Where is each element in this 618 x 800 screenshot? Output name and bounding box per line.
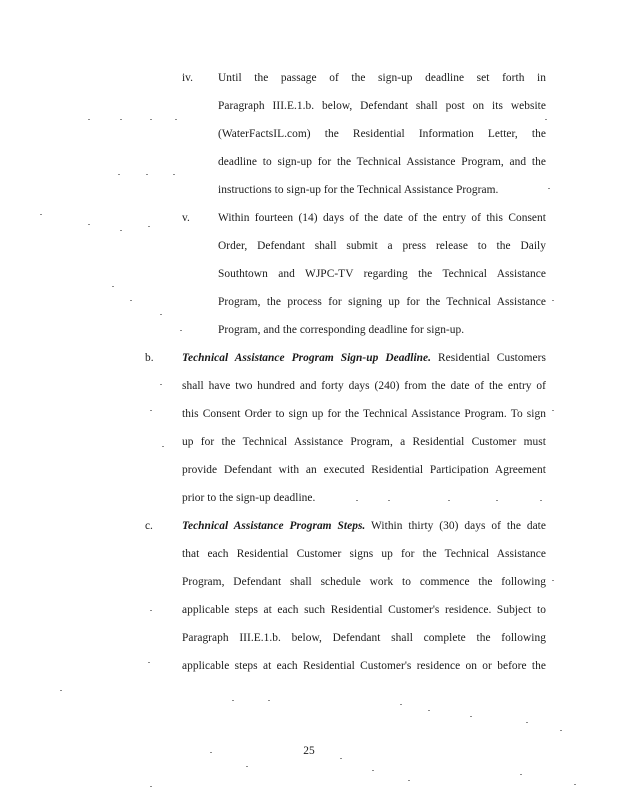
item-b-first-rest: Residential Customers	[431, 352, 546, 364]
item-b-first-line	[182, 351, 546, 365]
item-b-line-2: shall have two hundred and forty days (240) from the date of the entry of	[182, 380, 546, 392]
item-marker-iv: iv.	[182, 72, 193, 84]
item-iv-line-4: deadline to sign-up for the Technical Assistance Program, and the	[218, 156, 546, 168]
scan-speck	[148, 662, 150, 663]
item-c-line-6: applicable steps at each Residential Customer's residence on or before the	[182, 660, 546, 672]
scan-speck	[340, 758, 342, 759]
scan-speck	[60, 690, 62, 691]
scan-speck	[470, 716, 472, 717]
item-c-line-5: Paragraph III.E.1.b. below, Defendant shall complete the following	[182, 632, 546, 644]
scan-speck	[356, 500, 358, 501]
scan-speck	[150, 610, 152, 611]
scan-speck	[88, 224, 90, 225]
scan-speck	[574, 784, 576, 785]
item-v-line-3: Southtown and WJPC-TV regarding the Technical Assistance	[218, 268, 546, 280]
scan-speck	[150, 410, 152, 411]
scan-speck	[496, 500, 498, 501]
scan-speck	[552, 580, 554, 581]
item-b-line-6: prior to the sign-up deadline.	[182, 492, 316, 504]
item-iv-line-1: Until the passage of the sign-up deadline set forth in	[218, 72, 546, 84]
item-b-line-5: provide Defendant with an executed Residential Participation Agreement	[182, 464, 546, 476]
scan-speck	[173, 174, 175, 175]
scan-speck	[148, 226, 150, 227]
scan-speck	[246, 766, 248, 767]
item-v-line-4: Program, the process for signing up for the Technical Assistance	[218, 296, 546, 308]
item-iv-line-3: (WaterFactsIL.com) the Residential Information Letter, the	[218, 128, 546, 140]
item-b-line-4: up for the Technical Assistance Program, a Residential Customer must	[182, 436, 546, 448]
scan-speck	[160, 384, 162, 385]
scan-speck	[130, 300, 132, 301]
scan-speck	[160, 314, 162, 315]
scan-speck	[388, 500, 390, 501]
scan-speck	[428, 710, 430, 711]
scan-speck	[268, 700, 270, 701]
scan-speck	[120, 230, 122, 231]
item-v-line-2: Order, Defendant shall submit a press release to the Daily	[218, 240, 546, 252]
scan-speck	[150, 786, 152, 787]
scan-speck	[400, 704, 402, 705]
item-v-line-1: Within fourteen (14) days of the date of the entry of this Consent	[218, 212, 546, 224]
scan-speck	[146, 174, 148, 175]
scan-speck	[180, 330, 182, 331]
scan-speck	[40, 214, 42, 215]
scan-speck	[408, 780, 410, 781]
item-c-heading: Technical Assistance Program Steps.	[182, 520, 366, 532]
item-v-line-5: Program, and the corresponding deadline for sign-up.	[218, 324, 465, 336]
scan-speck	[88, 119, 90, 120]
page-number: 25	[303, 745, 315, 757]
item-c-line-3: Program, Defendant shall schedule work to commence the following	[182, 576, 546, 588]
scan-speck	[448, 500, 450, 501]
scan-speck	[372, 770, 374, 771]
scan-speck	[548, 188, 550, 189]
item-c-line-2: that each Residential Customer signs up for the Technical Assistance	[182, 548, 546, 560]
scan-speck	[540, 500, 542, 501]
item-marker-c: c.	[145, 520, 153, 532]
item-b-line-3: this Consent Order to sign up for the Technical Assistance Program. To sign	[182, 408, 546, 420]
scan-speck	[232, 700, 234, 701]
scan-speck	[552, 410, 554, 411]
scan-speck	[175, 119, 177, 120]
item-iv-line-5: instructions to sign-up for the Technical Assistance Program.	[218, 184, 499, 196]
item-c-first-rest: Within thirty (30) days of the date	[365, 520, 547, 532]
item-c-first-line	[182, 519, 546, 533]
scan-speck	[545, 119, 547, 120]
scan-speck	[120, 119, 122, 120]
scan-speck	[552, 300, 554, 301]
scan-speck	[210, 752, 212, 753]
item-iv-line-2: Paragraph III.E.1.b. below, Defendant shall post on its website	[218, 100, 546, 112]
scan-speck	[526, 722, 528, 723]
scan-speck	[560, 730, 562, 731]
scan-speck	[112, 286, 114, 287]
scan-speck	[118, 174, 120, 175]
scan-speck	[162, 446, 164, 447]
scan-speck	[150, 119, 152, 120]
scan-speck	[520, 774, 522, 775]
item-b-heading: Technical Assistance Program Sign-up Deadline.	[182, 352, 432, 364]
item-marker-v: v.	[182, 212, 190, 224]
item-marker-b: b.	[145, 352, 154, 364]
item-c-line-4: applicable steps at each such Residential Customer's residence. Subject to	[182, 604, 546, 616]
